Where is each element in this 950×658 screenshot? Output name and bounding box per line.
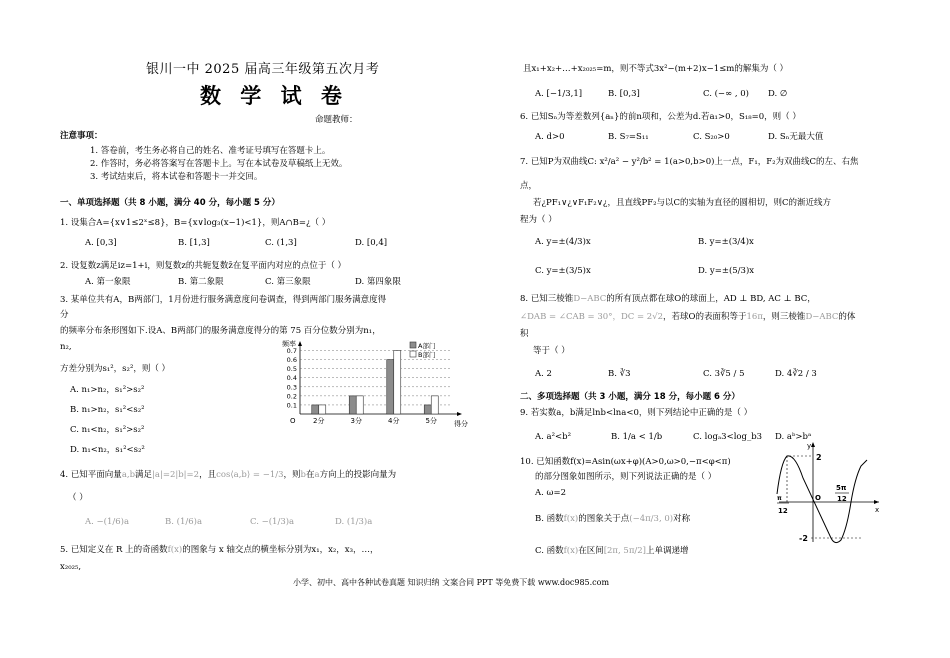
q4-option-b: B. (1/6)a: [165, 517, 203, 527]
graph-left-den: 12: [778, 507, 788, 515]
q4-stem-g: ，则: [283, 470, 301, 480]
q2-option-d: D. 第四象限: [355, 277, 401, 287]
graph-bottom-value: -2: [799, 534, 808, 543]
chart-legend-label-b: B部门: [418, 351, 436, 359]
chart-bar-a: [387, 360, 394, 414]
q8-option-b: B. ∛3: [608, 369, 631, 379]
note-2: 2. 作答时，务必将答案写在答题卡上。写在本试卷及草稿纸上无效。: [90, 159, 348, 169]
q4-vectors-ab: a,b: [121, 470, 136, 480]
q8-tetrahedron-2: D−ABC: [805, 312, 839, 322]
chart-bar-a: [424, 405, 431, 414]
chart-y-tick-label: 0.3: [286, 383, 297, 392]
page-footer: 小学、初中、高中各种试卷真题 知识归纳 文案合同 PPT 等免费下载 www.doc985.com: [293, 578, 610, 587]
q2-option-b: B. 第二象限: [178, 277, 224, 287]
q7-line-2: 点，: [520, 181, 538, 191]
graph-y-arrow: [811, 442, 815, 447]
q10-c-fx: f(x): [563, 546, 579, 556]
q4-stem-e: ，且: [199, 470, 217, 480]
q9-option-a: A. a²<b²: [535, 432, 571, 442]
graph-origin: O: [815, 494, 821, 502]
chart-x-axis-label: 得分: [454, 420, 468, 428]
graph-max-guide: [787, 456, 813, 502]
chart-bar-b: [431, 396, 438, 414]
q10-option-b: [535, 513, 690, 525]
q5-line-1: [60, 544, 379, 556]
q3-line-5: 方差分别为s₁²，s₂²，则（ ）: [60, 364, 171, 374]
q7-line-4: 程为（ ）: [520, 215, 557, 225]
q1-stem: 1. 设集合A={x∨1≤2ˣ≤8}，B={x∨log₃(x−1)<1}，则A∩B=¿（ ）: [60, 218, 331, 228]
q2-option-c: C. 第三象限: [265, 277, 311, 287]
q8-line-2: [520, 311, 855, 323]
q8-option-c: C. 3∛5 / 5: [703, 369, 745, 379]
chart-legend-swatch-b: [410, 351, 416, 357]
q8-line-3: 积: [520, 329, 529, 339]
q5-option-a: A. [−1/3,1]: [535, 89, 583, 99]
exam-title: 数 学 试 卷: [200, 84, 348, 108]
chart-y-tick-label: 0.1: [286, 401, 297, 410]
q8-tetrahedron: D−ABC: [573, 294, 607, 304]
chart-bar-b: [394, 351, 401, 414]
q8-angle-condition: ∠DAB = ∠CAB = 30°，DC = 2√2: [520, 312, 664, 322]
q5-option-d: D. ∅: [768, 89, 788, 99]
chart-bar-b: [356, 396, 363, 414]
q3-option-d: D. n₁<n₂，s₁²<s₂²: [70, 445, 145, 455]
q8-stem-f: 的体: [838, 312, 856, 322]
q1-option-d: D. [0,4]: [355, 238, 388, 248]
q4-paren: （ ）: [68, 493, 88, 503]
q8-stem-d: ，则三棱锥: [762, 312, 806, 322]
q4-magnitude-condition: |a|=2|b|=2: [152, 470, 200, 480]
chart-y-tick-label: 0.2: [286, 392, 297, 401]
q7-option-b: B. y=±(3/4)x: [698, 237, 754, 247]
q10-c-interval: [2π, 5π/2]: [603, 546, 646, 556]
q5-fx: f(x): [167, 545, 183, 555]
q10-b-c: 的图象关于点: [578, 514, 630, 524]
notes-heading: 注意事项：: [60, 131, 103, 141]
q6-option-d: D. Sₙ无最大值: [768, 132, 824, 142]
chart-y-tick-label: 0.7: [286, 347, 297, 356]
q3-line-3: 的频率分布条形图如下.设A、B两部门的服务满意度得分的第 75 百分位数分别为n₁，: [60, 326, 381, 336]
q7-line-3: 若¿PF₁∨¿∨F₁F₂∨¿，且直线PF₂与以C的实轴为直径的圆相切，则C的渐近线方: [533, 198, 832, 208]
q8-stem-a: 8. 已知三棱锥: [520, 294, 574, 304]
chart-x-tick-label: 2分: [313, 417, 325, 425]
q4-stem-i: 在: [305, 470, 315, 480]
q3-line-4: n₂,: [60, 342, 72, 352]
q10-line-1: 10. 已知函数f(x)=Asin(ωx+φ)(A>0,ω>0,−π<φ<π): [520, 457, 731, 467]
frequency-bar-chart: [268, 338, 493, 434]
chart-legend-swatch-a: [410, 342, 416, 348]
section1-heading: 一、单项选择题（共 8 小题，满分 40 分，每小题 5 分）: [60, 198, 280, 208]
q6-option-c: C. S₂₀>0: [693, 132, 730, 142]
chart-y-axis-label: 频率: [282, 340, 296, 348]
q10-b-point: (−4π/3, 0): [629, 514, 674, 524]
q4-option-a: A. −(1/6)a: [85, 517, 130, 527]
q7-option-d: D. y=±(5/3)x: [698, 266, 755, 276]
graph-right-num: 5π: [836, 484, 847, 492]
q1-option-a: A. [0,3]: [85, 238, 117, 248]
chart-x-tick-label: 3分: [350, 417, 362, 425]
graph-x-arrow: [874, 500, 879, 504]
q4-vector-b: b: [300, 470, 306, 480]
q10-option-a: A. ω=2: [535, 488, 567, 498]
q6-stem: 6. 已知Sₙ为等差数列{aₙ}的前n项和，公差为d.若a₁>0，S₁₈=0，则（ ）: [520, 112, 801, 122]
q5-option-b: B. [0,3]: [608, 89, 640, 99]
q6-option-b: B. S₇=S₁₁: [608, 132, 649, 142]
q8-stem-c: 的所有顶点都在球O的球面上，AD ⊥ BD, AC ⊥ BC，: [606, 294, 816, 304]
q1-option-c: C. (1,3]: [265, 238, 297, 248]
q10-c-e: 上单调递增: [646, 546, 689, 556]
q5-option-c: C. (−∞ , 0): [703, 89, 749, 99]
chart-legend-label-a: A部门: [418, 342, 436, 350]
q8-line-1: [520, 293, 816, 305]
graph-left-num: π: [777, 495, 782, 502]
q1-option-b: B. [1,3]: [178, 238, 210, 248]
graph-y-label: y: [807, 442, 812, 450]
chart-y-tick-label: 0.4: [286, 374, 297, 383]
sine-function-graph: [775, 438, 885, 550]
q2-option-a: A. 第一象限: [85, 277, 131, 287]
chart-x-tick-label: 4分: [388, 417, 400, 425]
q4-option-d: D. (1/3)a: [335, 517, 373, 527]
chart-y-tick-label: 0.6: [286, 356, 297, 365]
q10-c-a: C. 函数: [535, 546, 564, 556]
q5-line-2: x₂₀₂₅,: [60, 562, 82, 572]
school-title: 银川一中 2025 届高三年级第五次月考: [146, 62, 380, 77]
graph-top-value: 2: [816, 453, 822, 462]
chart-bar-a: [349, 396, 356, 414]
chart-y-tick-label: 0.5: [286, 365, 297, 374]
chart-x-tick-label: 5分: [425, 417, 437, 425]
q5-stem-c: 的图象与 x 轴交点的横坐标分别为x₁，x₂，x₃，…，: [182, 545, 379, 555]
q8-line-4: 等于（ ）: [533, 346, 570, 356]
graph-curve: [777, 456, 867, 543]
chart-bar-a: [312, 405, 319, 414]
q10-c-c: 在区间: [578, 546, 604, 556]
q3-option-c: C. n₁<n₂，s₁²>s₂²: [70, 425, 145, 435]
q9-option-d: D. aᵇ>bᵃ: [775, 432, 812, 442]
q7-option-a: A. y=±(4/3)x: [535, 237, 591, 247]
q6-option-a: A. d>0: [535, 132, 565, 142]
q4-stem-c: 满足: [135, 470, 153, 480]
q9-stem: 9. 若实数a，b满足lnb<lna<0，则下列结论中正确的是（ ）: [520, 408, 753, 418]
q8-surface-area: 16π: [746, 312, 763, 322]
q5-stem-a: 5. 已知定义在 R 上的奇函数: [60, 545, 168, 555]
q9-option-c: C. logₐ3<log_b3: [693, 432, 763, 442]
q4-line-1: [60, 469, 396, 481]
chart-y-arrow: [298, 341, 302, 346]
q10-b-fx: f(x): [563, 514, 579, 524]
q4-option-c: C. −(1/3)a: [250, 517, 295, 527]
graph-right-den: 12: [837, 495, 847, 503]
q3-line-2: 分: [60, 310, 69, 320]
chart-origin-label: O: [290, 417, 296, 425]
section2-heading: 二、多项选择题（共 3 小题，满分 18 分，每小题 6 分）: [520, 392, 740, 402]
q7-option-c: C. y=±(3/5)x: [535, 266, 591, 276]
q4-vector-a: a: [314, 470, 320, 480]
q7-line-1: 7. 已知P为双曲线C: x²/a² − y²/b² = 1(a>0,b>0)上一点，F₁，F₂为双曲线C的左、右焦: [520, 157, 859, 167]
q3-option-b: B. n₁>n₂，s₁²<s₂²: [70, 405, 145, 415]
q4-cosine-condition: cos⟨a,b⟩ = −1/3: [216, 470, 284, 480]
q9-option-b: B. 1/a < 1/b: [611, 432, 663, 442]
q10-option-c: [535, 545, 689, 557]
q10-line-2: 的部分图象如图所示，则下列说法正确的是（ ）: [535, 472, 717, 482]
q8-stem-b: ，若球O的表面积等于: [663, 312, 747, 322]
note-1: 1. 答卷前，考生务必将自己的姓名、准考证号填写在答题卡上。: [90, 146, 331, 156]
q10-b-a: B. 函数: [535, 514, 564, 524]
note-3: 3. 考试结束后，将本试卷和答题卡一并交回。: [90, 172, 263, 182]
q2-stem: 2. 设复数z满足iz=1+i，则复数z的共轭复数z̄在复平面内对应的点位于（ ）: [60, 261, 347, 271]
setter-label: 命题教师：: [315, 115, 358, 125]
q4-stem-k: 方向上的投影向量为: [319, 470, 397, 480]
q3-line-1: 3. 某单位共有A，B两部门，1月份进行服务满意度问卷调查，得到两部门服务满意度得: [60, 295, 387, 305]
q8-option-d: D. 4∛2 / 3: [775, 369, 817, 379]
q8-option-a: A. 2: [535, 369, 552, 379]
q4-stem-a: 4. 已知平面向量: [60, 470, 122, 480]
q10-b-e: 对称: [673, 514, 691, 524]
graph-x-label: x: [875, 506, 880, 514]
q3-option-a: A. n₁>n₂，s₁²>s₂²: [70, 385, 145, 395]
chart-bar-b: [319, 405, 326, 414]
chart-x-arrow: [457, 412, 462, 416]
q5-line-3: 且x₁+x₂+…+x₂₀₂₅=m，则不等式3x²−(m+2)x−1≤m的解集为（ ）: [523, 64, 789, 74]
